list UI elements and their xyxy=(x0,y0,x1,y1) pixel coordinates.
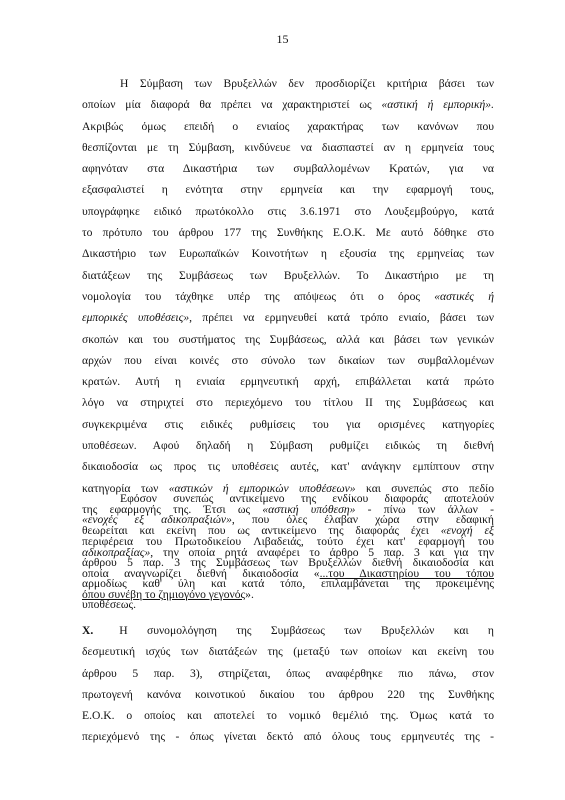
text-run: σκοπών και του συστήματος της Συμβάσεως, αλλά και βάσει των γενικών xyxy=(82,332,494,346)
text-line xyxy=(82,116,494,137)
text-line xyxy=(82,488,494,509)
text-run: πρωτογενή κανόνα κοινοτικού δικαίου του άρθρου 220 της Συνθήκης xyxy=(82,687,494,701)
text-run: θεσπίζονται με τη Σύμβαση, κινδύνευε να διασπαστεί αν η ερμηνεία τους xyxy=(82,140,494,154)
text-line xyxy=(82,286,494,307)
text-line xyxy=(82,243,494,264)
text-line xyxy=(82,201,494,222)
text-line xyxy=(82,392,494,413)
text-line xyxy=(82,222,494,243)
text-run: διατάξεων της Συμβάσεως των Βρυξελλών. Το Δικαστήριο με τη xyxy=(82,268,494,282)
text-run: υποθέσεων. Αφού δηλαδή η Σύμβαση ρυθμίζει ειδικώς τη διεθνή xyxy=(82,439,494,453)
text-run: αρμοδίως καθ' ύλη και κατά τόπο, επιλαμβάνεται της προκειμένης xyxy=(82,577,494,591)
text-line xyxy=(82,684,494,705)
text-line xyxy=(82,531,494,552)
text-line xyxy=(82,594,494,615)
text-run: λόγο να στηριχτεί στο περιεχόμενο του τίτλου ΙΙ της Συμβάσεως και xyxy=(82,396,494,410)
text-run: , πρέπει να ερμηνευθεί κατά τρόπο ενιαίο, βάσει των xyxy=(189,311,494,325)
text-line xyxy=(82,307,494,328)
italic-text: «αστική υπόθεση» xyxy=(262,502,356,516)
text-run: Ακριβώς όμως επειδή ο ενιαίος χαρακτήρας των κανόνων που xyxy=(82,119,494,133)
text-run: , που όλες έλαβαν χώρα στην εδαφική xyxy=(231,513,494,527)
text-line xyxy=(82,705,494,726)
text-line xyxy=(82,663,494,684)
italic-text: «αστικές ή xyxy=(434,289,494,303)
text-line xyxy=(82,573,494,594)
text-line xyxy=(82,435,494,456)
text-run: περιεχόμενό της - όπως γίνεται δεκτό από όλους τους ερμηνευτές της - xyxy=(82,730,494,744)
section-label: Χ. xyxy=(82,624,94,637)
text-line xyxy=(82,158,494,179)
paragraph-2 xyxy=(82,488,494,616)
text-run: κατηγορία των xyxy=(82,481,169,495)
text-run: κρατών. Αυτή η ενιαία ερμηνευτική αρχή, επιβάλλεται κατά πρώτο xyxy=(82,375,494,389)
text-run: οποίων μία διαφορά θα πρέπει να χαρακτηριστεί ως xyxy=(82,98,382,112)
text-line xyxy=(82,94,494,115)
text-line xyxy=(82,371,494,392)
text-run: δικαιοδοσία ως προς τις υποθέσεις αυτές, κατ' ανάγκην εμπίπτουν στην xyxy=(82,460,494,474)
text-line xyxy=(82,509,494,530)
text-run: το πρότυπο του άρθρου 177 της Συνθήκης Ε.Ο.Κ. Με αυτό δόθηκε στο xyxy=(82,226,494,240)
text-line xyxy=(82,641,494,662)
italic-text: «ενοχές εξ αδικοπραξιών» xyxy=(82,513,232,527)
text-run: άρθρου 5 παρ. 3), στηρίζεται, όπως αναφέρθηκε πιο πάνω, στον xyxy=(82,666,494,680)
text-run: συγκεκριμένα στις ειδικές ρυθμίσεις του για ορισμένες κατηγορίες xyxy=(82,417,494,431)
italic-text: «ενοχή εξ xyxy=(440,524,494,538)
text-run: οποία αναγνωρίζει διεθνή δικαιοδοσία « xyxy=(82,566,320,580)
text-run: Δικαστήριο των Ευρωπαϊκών Κοινοτήτων η εξουσία της ερμηνείας των xyxy=(82,247,494,261)
text-line xyxy=(82,456,494,477)
text-line xyxy=(82,265,494,286)
text-run: Η συνομολόγηση της Συμβάσεως των Βρυξελλών και η xyxy=(119,624,494,637)
text-run: περιφέρεια του Πρωτοδικείου Λιβαδειάς, τούτο έχει κατ' εφαρμογή του xyxy=(82,534,494,548)
italic-text: αδικοπραξίας» xyxy=(82,545,151,559)
text-line xyxy=(82,137,494,158)
text-line xyxy=(82,552,494,573)
text-line xyxy=(82,329,494,350)
page-number: 15 xyxy=(276,32,289,46)
text-run: Η Σύμβαση των Βρυξελλών δεν προσδιορίζει κριτήρια βάσει των xyxy=(120,77,494,90)
text-line xyxy=(82,350,494,371)
text-line xyxy=(82,179,494,200)
section-x xyxy=(82,620,494,748)
text-run: υποθέσεως. xyxy=(82,598,137,612)
text-run: Εφόσον συνεπώς αντικείμενο της ενδίκου διαφοράς αποτελούν xyxy=(120,492,494,505)
text-line xyxy=(82,620,494,641)
underlined-text: όπου συνέβη το ζημιογόνο γεγονός xyxy=(82,588,246,602)
text-run: αρχών που είναι κοινές στο σύνολο των δικαίων των συμβαλλομένων xyxy=(82,353,494,367)
text-run: αφηνόταν στα Δικαστήρια των συμβαλλομένων Κρατών, για να xyxy=(82,162,494,176)
text-line xyxy=(82,73,494,94)
text-run: υπογράφηκε ειδικό πρωτόκολλο στις 3.6.1971 στο Λουξεμβούργο, κατά xyxy=(82,204,494,218)
text-run: εξασφαλιστεί η ενότητα στην ερμηνεία και την εφαρμογή τους, xyxy=(82,183,494,197)
text-run: Ε.Ο.Κ. ο οποίος και αποτελεί το νομικό θεμέλιό της. Όμως κατά το xyxy=(82,709,494,723)
text-run: θεωρείται και εκείνη που ως αντικείμενο της διαφοράς έχει xyxy=(82,524,441,538)
italic-text: «αστικών ή εμπορικών υποθέσεων» xyxy=(168,481,356,495)
text-run: της εφαρμογής της. Έτσι ως xyxy=(82,502,263,516)
text-run: νομολογία του τάχθηκε υπέρ της απόψεως ότι ο όρος xyxy=(82,289,435,303)
text-line xyxy=(82,726,494,747)
text-run: - πίνω των άλλων - xyxy=(355,502,494,516)
italic-text: εμπορικές υποθέσεις» xyxy=(82,311,190,325)
italic-text: «αστική ή εμπορική». xyxy=(381,98,494,112)
underlined-text: ...του Δικαστηρίου του τόπου xyxy=(319,566,494,580)
text-line xyxy=(82,414,494,435)
text-run: και συνεπώς στο πεδίο xyxy=(355,481,495,495)
text-run: ». xyxy=(245,588,254,602)
text-run: , την οποία ρητά αναφέρει το άρθρο 5 παρ. 3 και για την xyxy=(150,545,494,559)
text-run: δεσμευτική ισχύς των διατάξεών της (μεταξύ των οποίων και εκείνη του xyxy=(82,645,494,659)
text-run: άρθρου 5 παρ. 3 της Συμβάσεως των Βρυξελλών διεθνή δικαιοδοσία και xyxy=(82,555,494,569)
